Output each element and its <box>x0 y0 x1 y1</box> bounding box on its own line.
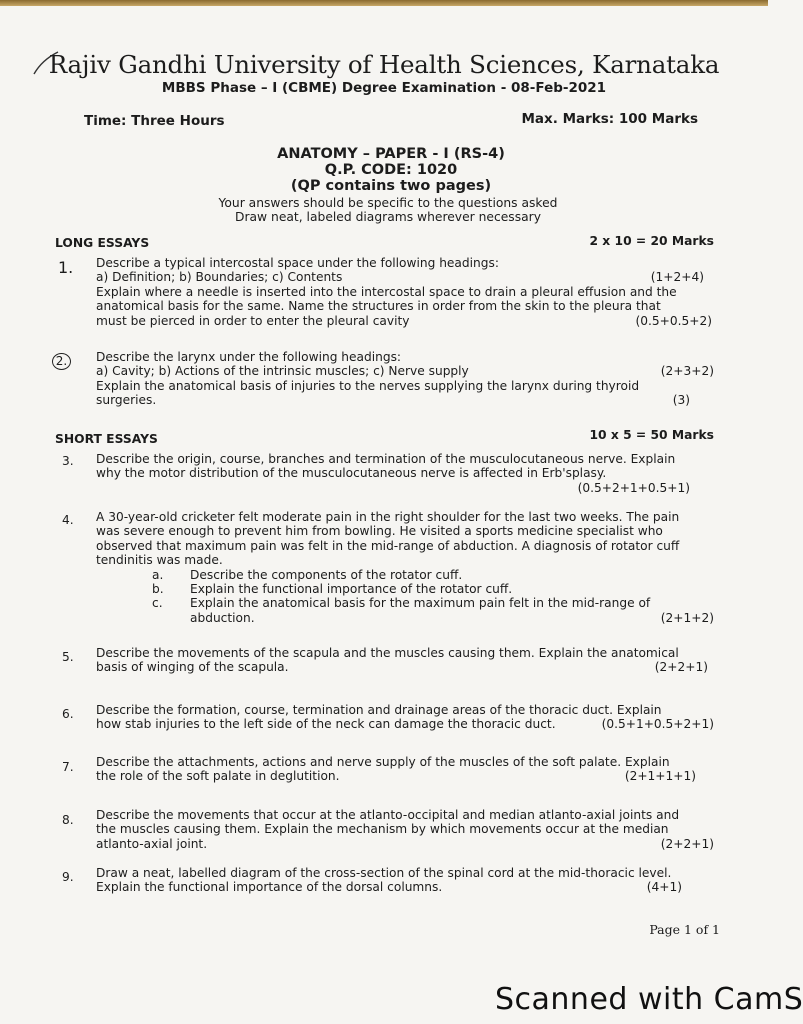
question-line: Describe the attachments, actions and nerve supply of the muscles of the soft palate. Explain <box>96 755 670 769</box>
paper-title: ANATOMY – PAPER - I (RS-4) <box>277 146 505 162</box>
sub-label: b. <box>152 582 164 597</box>
question-line: Describe the larynx under the following headings: <box>96 350 402 364</box>
question-line: tendinitis was made. <box>96 553 223 568</box>
question-5 <box>96 646 718 675</box>
marks-split: (0.5+2+1+0.5+1) <box>577 480 690 495</box>
marks-split: (2+3+2) <box>660 364 714 379</box>
max-marks: Max. Marks: 100 Marks <box>521 111 698 127</box>
question-number: 6. <box>62 707 74 721</box>
question-2 <box>96 350 718 408</box>
marks-split: (2+1+2) <box>660 610 714 625</box>
scan-edge <box>0 0 768 6</box>
question-line: basis of winging of the scapula. <box>96 660 289 675</box>
sub-question: Explain the anatomical basis for the maximum pain felt in the mid-range of <box>190 596 651 611</box>
question-line: surgeries. <box>96 393 157 408</box>
question-line: Describe the movements of the scapula and the muscles causing them. Explain the anatomical <box>96 646 679 660</box>
marks-split: (2+2+1) <box>660 836 714 851</box>
marks-split: (2+2+1) <box>654 660 708 675</box>
scanner-watermark: Scanned with CamS <box>495 982 803 1017</box>
sub-question: abduction. <box>190 610 255 625</box>
question-line: why the motor distribution of the musculocutaneous nerve is affected in Erb'splasy. <box>96 466 607 481</box>
question-line: Describe the origin, course, branches and termination of the musculocutaneous nerve. Explain <box>96 452 676 466</box>
section-marks-long: 2 x 10 = 20 Marks <box>589 234 714 248</box>
exam-duration: Time: Three Hours <box>84 113 225 129</box>
sub-question: Describe the components of the rotator cuff. <box>190 567 463 582</box>
question-line: Describe a typical intercostal space under the following headings: <box>96 256 499 270</box>
marks-split: (2+1+1+1) <box>624 769 696 784</box>
sub-label: a. <box>152 567 164 582</box>
section-heading-long: LONG ESSAYS <box>55 236 150 250</box>
question-number <box>52 350 71 370</box>
qp-code: Q.P. CODE: 1020 <box>324 162 458 178</box>
question-number: 3. <box>62 454 74 468</box>
question-number <box>58 258 73 277</box>
exam-title: MBBS Phase – I (CBME) Degree Examination - 08-Feb-2021 <box>161 80 607 96</box>
question-line: Explain the functional importance of the dorsal columns. <box>96 880 443 895</box>
question-line: Describe the formation, course, termination and drainage areas of the thoracic duct. Explain <box>96 703 662 717</box>
sub-label: c. <box>152 596 163 611</box>
question-6 <box>96 703 718 732</box>
question-line: how stab injuries to the left side of the neck can damage the thoracic duct. <box>96 717 556 732</box>
question-number: 5. <box>62 650 74 664</box>
question-number-text: 2. <box>52 353 71 370</box>
question-line: Describe the movements that occur at the atlanto-occipital and median atlanto-axial joints and <box>96 808 680 822</box>
section-heading-short: SHORT ESSAYS <box>55 432 158 446</box>
question-7 <box>96 755 718 784</box>
question-4 <box>96 510 718 625</box>
university-title: Rajiv Gandhi University of Health Sciences, Karnataka <box>48 50 720 79</box>
pages-note: (QP contains two pages) <box>290 178 492 194</box>
question-line: atlanto-axial joint. <box>96 836 208 851</box>
question-number: 9. <box>62 870 74 884</box>
question-line: must be pierced in order to enter the pleural cavity <box>96 313 410 328</box>
question-line: a) Definition; b) Boundaries; c) Contents <box>96 270 343 285</box>
question-1 <box>96 256 718 328</box>
sub-question: Explain the functional importance of the rotator cuff. <box>190 582 513 597</box>
question-line: anatomical basis for the same. Name the structures in order from the skin to the pleura that <box>96 299 661 314</box>
question-number: 4. <box>62 513 74 527</box>
question-line: the muscles causing them. Explain the mechanism by which movements occur at the median <box>96 822 669 837</box>
question-number: 8. <box>62 813 74 827</box>
question-line: Draw a neat, labelled diagram of the cross-section of the spinal cord at the mid-thoracic level. <box>96 866 672 880</box>
section-marks-short: 10 x 5 = 50 Marks <box>589 428 714 442</box>
question-line: the role of the soft palate in deglutition. <box>96 769 340 784</box>
marks-split: (0.5+0.5+2) <box>635 313 712 328</box>
question-line: A 30-year-old cricketer felt moderate pain in the right shoulder for the last two weeks. The pain <box>96 510 680 524</box>
question-line: observed that maximum pain was felt in the mid-range of abduction. A diagnosis of rotator cuff <box>96 538 680 553</box>
question-line: was severe enough to prevent him from bowling. He visited a sports medicine specialist who <box>96 524 663 539</box>
question-8 <box>96 808 718 851</box>
page-number: Page 1 of 1 <box>649 922 720 937</box>
marks-split: (0.5+1+0.5+2+1) <box>601 717 714 732</box>
instruction: Draw neat, labeled diagrams wherever necessary <box>235 210 541 224</box>
question-line: Explain where a needle is inserted into the intercostal space to drain a pleural effusion and the <box>96 284 677 299</box>
question-number: 7. <box>62 760 74 774</box>
question-9 <box>96 866 718 895</box>
marks-split: (1+2+4) <box>650 270 704 285</box>
question-line: Explain the anatomical basis of injuries to the nerves supplying the larynx during thyroid <box>96 378 640 393</box>
question-line: a) Cavity; b) Actions of the intrinsic muscles; c) Nerve supply <box>96 364 469 379</box>
question-number-text: 1. <box>58 258 74 277</box>
marks-split: (4+1) <box>646 880 682 895</box>
instruction: Your answers should be specific to the questions asked <box>218 196 558 210</box>
marks-split: (3) <box>672 393 690 408</box>
question-3 <box>96 452 718 495</box>
